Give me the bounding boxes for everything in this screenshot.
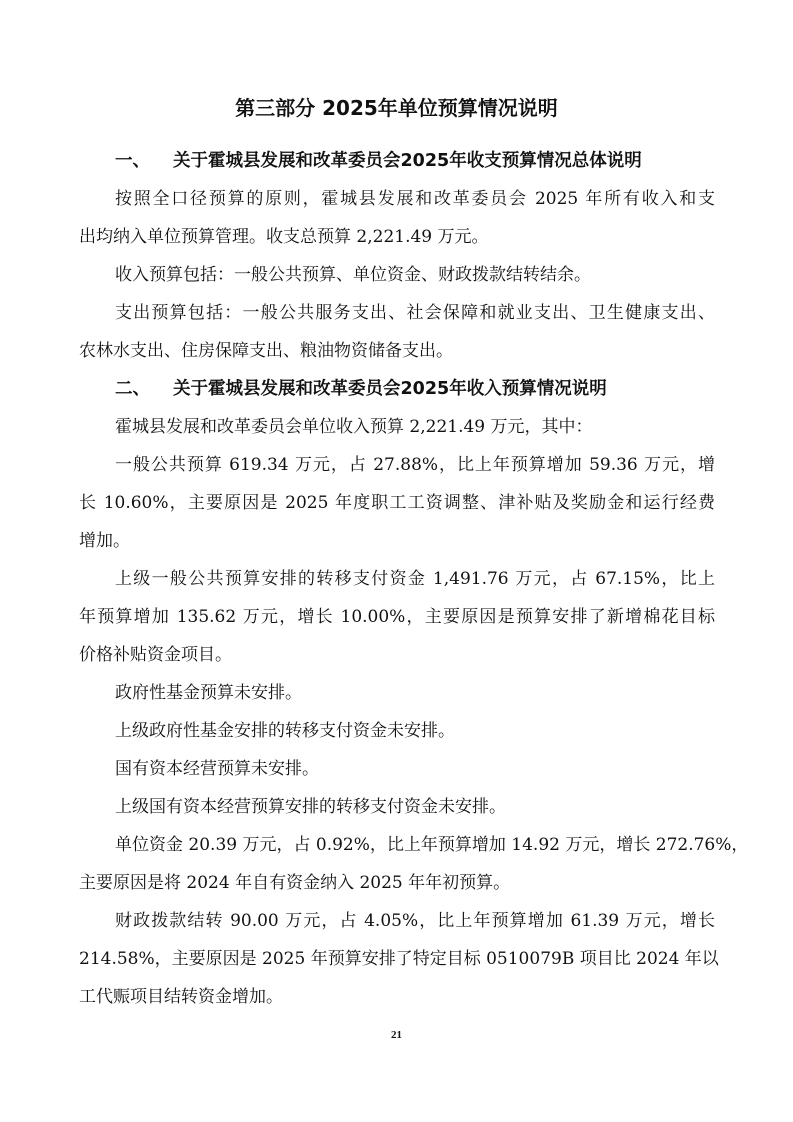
body-paragraph xyxy=(79,567,715,667)
paragraph-line: 年预算增加 135.62 万元，增长 10.00%，主要原因是预算安排了新增棉花目标 xyxy=(79,607,715,627)
body-paragraph xyxy=(79,757,715,781)
paragraph-line: 财政拨款结转 90.00 万元，占 4.05%，比上年预算增加 61.39 万元，增长 xyxy=(115,911,715,931)
paragraph-line: 出均纳入单位预算管理。收支总预算 2,221.49 万元。 xyxy=(79,227,489,247)
body-paragraph xyxy=(79,719,715,743)
document-body xyxy=(79,149,749,1023)
paragraph-line: 长 10.60%，主要原因是 2025 年度职工工资调整、津补贴及奖励金和运行经费 xyxy=(79,493,715,513)
paragraph-line: 国有资本经营预算未安排。 xyxy=(115,759,319,779)
section-number: 一、 xyxy=(115,151,150,171)
paragraph-line: 主要原因是将 2024 年自有资金纳入 2025 年年初预算。 xyxy=(79,873,511,893)
paragraph-line: 收入预算包括：一般公共预算、单位资金、财政拨款结转结余。 xyxy=(115,265,591,285)
body-paragraph xyxy=(79,263,715,287)
page-number: 21 xyxy=(391,1029,402,1041)
paragraph-line: 上级一般公共预算安排的转移支付资金 1,491.76 万元，占 67.15%，比上 xyxy=(115,569,715,589)
paragraph-line: 政府性基金预算未安排。 xyxy=(115,683,302,703)
paragraph-line: 霍城县发展和改革委员会单位收入预算 2,221.49 万元，其中： xyxy=(115,417,593,437)
section-heading-text: 关于霍城县发展和改革委员会2025年收支预算情况总体说明 xyxy=(173,151,642,171)
paragraph-line: 一般公共预算 619.34 万元，占 27.88%，比上年预算增加 59.36 万元，增 xyxy=(115,455,715,475)
body-paragraph xyxy=(79,187,715,249)
section-heading xyxy=(79,149,715,173)
body-paragraph xyxy=(79,453,715,553)
section-number: 二、 xyxy=(115,379,150,399)
body-paragraph xyxy=(79,681,715,705)
body-paragraph xyxy=(79,415,715,439)
paragraph-line: 工代赈项目结转资金增加。 xyxy=(79,987,283,1007)
paragraph-line: 农林水支出、住房保障支出、粮油物资储备支出。 xyxy=(79,341,453,361)
section-heading-text: 关于霍城县发展和改革委员会2025年收入预算情况说明 xyxy=(173,379,607,399)
paragraph-line: 单位资金 20.39 万元，占 0.92%，比上年预算增加 14.92 万元，增长 272.76%， xyxy=(115,835,749,855)
paragraph-line: 价格补贴资金项目。 xyxy=(79,645,232,665)
paragraph-line: 增加。 xyxy=(79,531,130,551)
paragraph-line: 按照全口径预算的原则，霍城县发展和改革委员会 2025 年所有收入和支 xyxy=(115,189,715,209)
body-paragraph xyxy=(79,301,715,363)
paragraph-line: 支出预算包括：一般公共服务支出、社会保障和就业支出、卫生健康支出、 xyxy=(115,303,715,323)
paragraph-line: 上级政府性基金安排的转移支付资金未安排。 xyxy=(115,721,455,741)
body-paragraph xyxy=(79,909,719,1009)
body-paragraph xyxy=(79,833,749,895)
paragraph-line: 上级国有资本经营预算安排的转移支付资金未安排。 xyxy=(115,797,506,817)
body-paragraph xyxy=(79,795,715,819)
page-title: 第三部分 2025年单位预算情况说明 xyxy=(235,96,558,120)
section-heading xyxy=(79,377,715,401)
paragraph-line: 214.58%，主要原因是 2025 年预算安排了特定目标 0510079B 项目比 2024 年以 xyxy=(79,949,719,969)
